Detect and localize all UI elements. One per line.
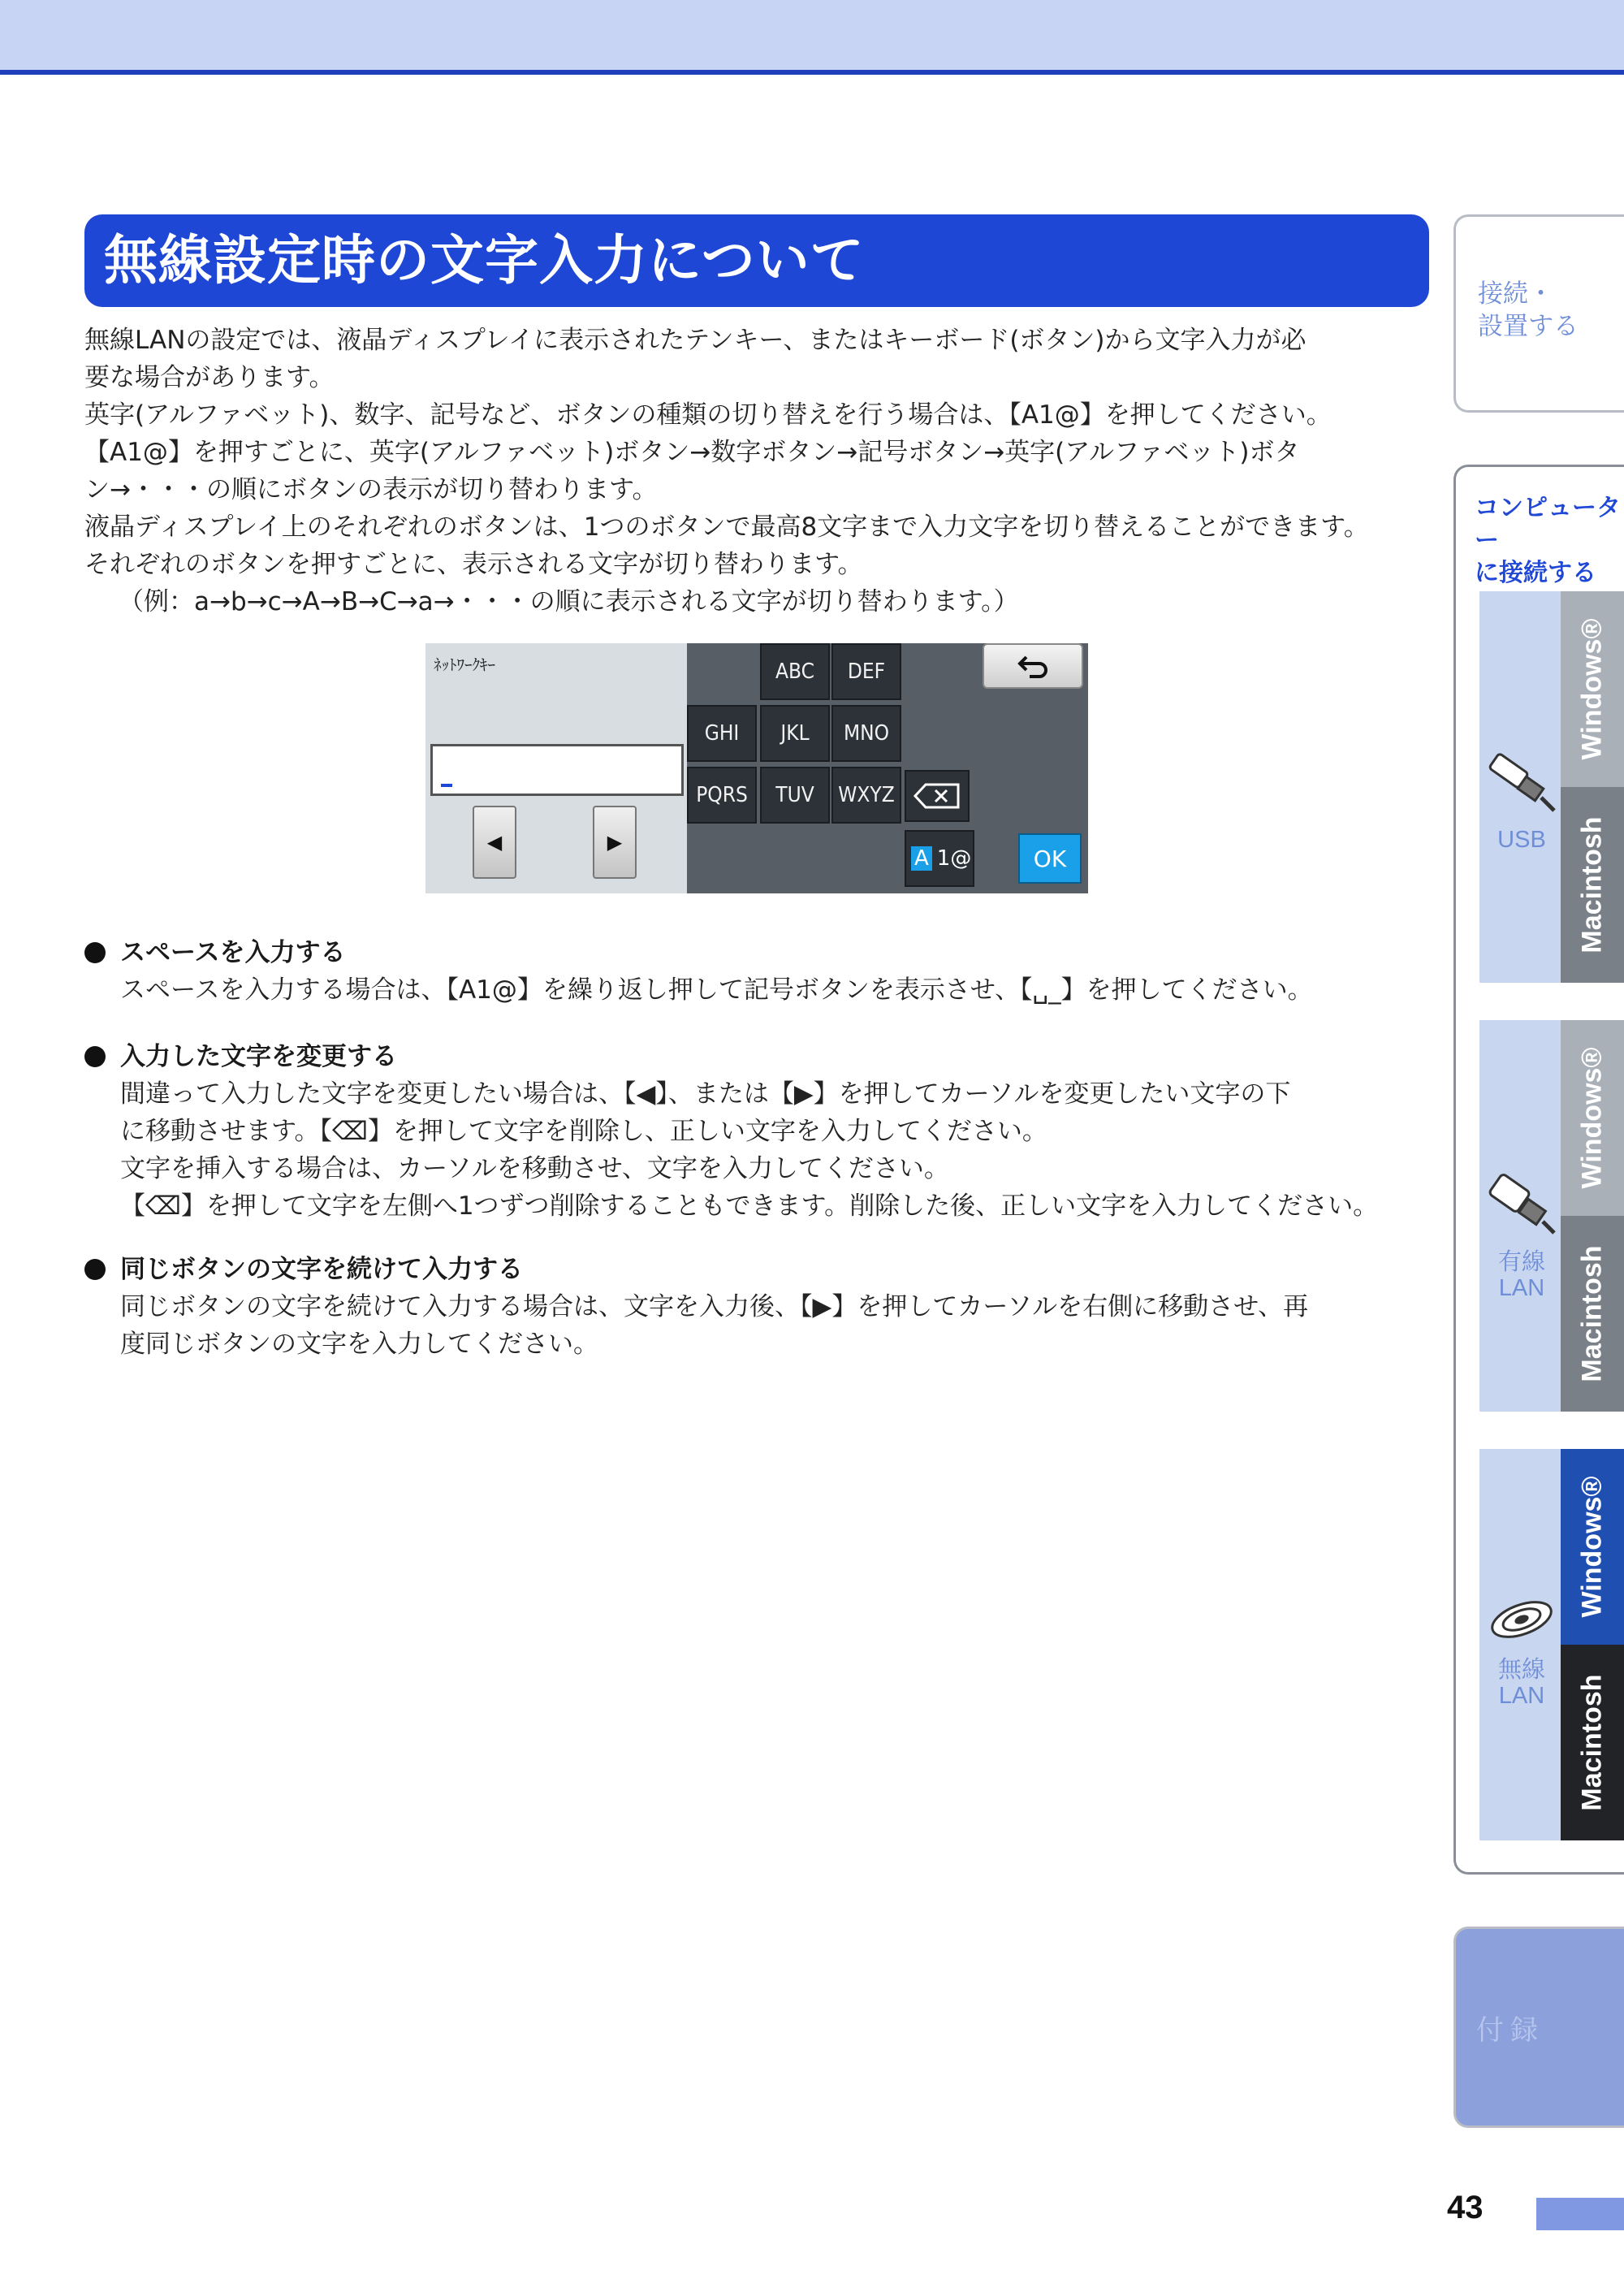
tab-label-line: 接続・ (1478, 279, 1553, 309)
sidebar-wireless-lan-block (1479, 1449, 1624, 1840)
wireless-windows-tab[interactable] (1561, 1449, 1624, 1645)
tab-label-line: に接続する (1475, 559, 1596, 587)
lcd-key-panel (687, 643, 1088, 893)
section-body (84, 1075, 1440, 1225)
key-def: DEF (831, 643, 901, 700)
wired-macintosh-tab[interactable] (1561, 1216, 1624, 1412)
section-edit (84, 1038, 1440, 1225)
lan-cable-icon (1484, 1166, 1559, 1239)
key-ghi: GHI (687, 705, 757, 762)
lcd-field-label: ﾈｯﾄﾜｰｸｷｰ (434, 656, 496, 674)
lcd-input-panel (425, 643, 687, 893)
body-line: 文字を挿入する場合は、カーソルを移動させ、文字を入力してください。 (120, 1154, 949, 1183)
intro-line: 液晶ディスプレイ上のそれぞれのボタンは、1つのボタンで最高8文字まで入力文字を切り替えることができます。 (84, 512, 1369, 542)
intro-line: ン→・・・の順にボタンの表示が切り替わります。 (84, 475, 658, 504)
wireless-icon (1484, 1587, 1559, 1660)
body-line: スペースを入力する場合は、【A1@】を繰り返し押して記号ボタンを表示させ、【␣_】を押してください。 (120, 975, 1313, 1005)
page-number: 43 (1447, 2190, 1484, 2225)
tab-label-line: コンピューター (1475, 494, 1621, 555)
key-abc: ABC (760, 643, 830, 700)
a1-rest: 1@ (936, 846, 972, 871)
label-line: LAN (1498, 1275, 1545, 1301)
section-heading (84, 934, 1440, 971)
return-arrow-icon (983, 643, 1083, 689)
section-body (84, 1288, 1440, 1363)
usb-cable-icon (1484, 746, 1559, 819)
tab-label: Macintosh (1576, 816, 1608, 954)
wired-windows-tab[interactable] (1561, 1020, 1624, 1216)
label-line: 無線 (1497, 1657, 1545, 1683)
bullet-icon (84, 1259, 106, 1280)
intro-line: それぞれのボタンを押すごとに、表示される文字が切り替わります。 (84, 550, 863, 579)
sidebar-wired-lan-block (1479, 1020, 1624, 1412)
key-a1-at (905, 830, 974, 887)
intro-line: 英字(アルファベット)、数字、記号など、ボタンの種類の切り替えを行う場合は、【A1@】を押してください。 (84, 400, 1332, 430)
intro-example: （例：a→b→c→A→B→C→a→・・・の順に表示される文字が切り替わります。） (119, 587, 1019, 616)
label-line: LAN (1498, 1683, 1545, 1709)
section-same-key (84, 1251, 1440, 1363)
lcd-keypad-illustration (425, 643, 1088, 893)
bullet-icon (84, 942, 106, 963)
usb-macintosh-tab[interactable] (1561, 787, 1624, 983)
tab-setup-label (1478, 278, 1579, 343)
wireless-label (1484, 1657, 1559, 1709)
tab-label: Windows® (1576, 618, 1608, 760)
intro-line: 【A1@】を押すごとに、英字(アルファベット)ボタン→数字ボタン→記号ボタン→英字(アルファベット)ボタ (84, 438, 1300, 467)
body-line: 間違って入力した文字を変更したい場合は、【◀】、または【▶】を押してカーソルを変更したい文字の下 (120, 1079, 1291, 1109)
cursor-right-button: ▶ (593, 806, 637, 879)
wireless-macintosh-tab[interactable] (1561, 1645, 1624, 1840)
tab-label: Windows® (1576, 1476, 1608, 1618)
section-heading (84, 1251, 1440, 1288)
a1-highlight: A (911, 846, 932, 871)
header-bar (0, 0, 1624, 75)
text-cursor (441, 784, 452, 787)
lcd-text-field (430, 744, 684, 796)
tab-appendix-label: 付録 (1476, 2014, 1544, 2047)
key-tuv: TUV (760, 767, 830, 824)
key-pqrs: PQRS (687, 767, 757, 824)
section-body (84, 971, 1440, 1009)
wired-label (1484, 1249, 1559, 1301)
key-wxyz: WXYZ (831, 767, 901, 824)
page-number-bar (1536, 2198, 1624, 2230)
heading-text: 入力した文字を変更する (120, 1042, 397, 1071)
heading-text: 同じボタンの文字を続けて入力する (120, 1255, 523, 1284)
sidebar-usb-block (1479, 591, 1624, 983)
key-jkl: JKL (760, 705, 830, 762)
intro-line: 要な場合があります。 (84, 363, 335, 392)
body-line: 度同じボタンの文字を入力してください。 (120, 1330, 598, 1359)
section-space (84, 934, 1440, 1009)
usb-windows-tab[interactable] (1561, 591, 1624, 787)
usb-label: USB (1497, 827, 1546, 853)
intro-line: 無線LANの設定では、液晶ディスプレイに表示されたテンキー、またはキーボード(ボタン)から文字入力が必 (84, 326, 1307, 355)
tab-connect-label (1475, 492, 1624, 590)
section-heading (84, 1038, 1440, 1075)
tab-label: Macintosh (1576, 1245, 1608, 1382)
body-line: に移動させます。【⌫】を押して文字を削除し、正しい文字を入力してください。 (120, 1117, 1047, 1146)
page-title: 無線設定時の文字入力について (84, 214, 1429, 307)
cursor-left-button: ◀ (473, 806, 516, 879)
tab-label: Windows® (1576, 1047, 1608, 1189)
backspace-icon (905, 770, 970, 822)
tab-label: Macintosh (1576, 1674, 1608, 1811)
heading-text: スペースを入力する (120, 938, 346, 967)
label-line: 有線 (1497, 1249, 1545, 1275)
key-mno: MNO (831, 705, 901, 762)
body-line: 同じボタンの文字を続けて入力する場合は、文字を入力後、【▶】を押してカーソルを右側に移動させ、再 (120, 1292, 1309, 1321)
ok-button: OK (1018, 833, 1082, 884)
bullet-icon (84, 1046, 106, 1067)
body-line: 【⌫】を押して文字を左側へ1つずつ削除することもできます。削除した後、正しい文字を入力してください。 (120, 1191, 1379, 1221)
intro-text (84, 322, 1440, 621)
tab-label-line: 設置する (1478, 312, 1579, 341)
